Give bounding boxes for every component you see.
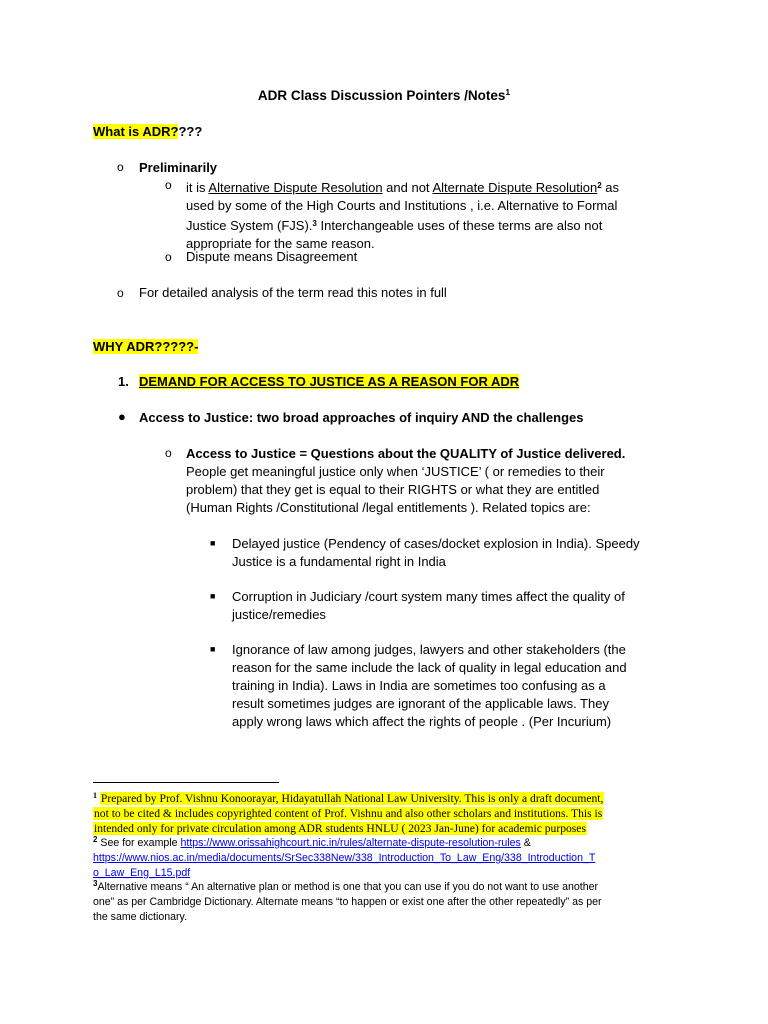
sub-item-dispute-meaning: Dispute means Disagreement	[186, 249, 358, 264]
quality-of-justice-paragraph: Access to Justice = Questions about the QUALITY of Justice delivered. People get meaningful justice only when ‘JUSTICE’ ( or remedies to their problem) that they get is equal to their RIGHTS or what they are entitled (Human Rights /Constitutional /legal entitlements ). Related topics are:	[186, 446, 626, 515]
square-bullet-icon: ■	[210, 644, 216, 654]
sub-item-alternative-dispute-resolution: it is Alternative Dispute Resolution and not Alternate Dispute Resolution$^2$ as used by some of the High Courts and Institutions , i.e. Alternative to Formal Justice System (FJS).$^3$ Interchangeable uses of these terms are also not appropriate for the same reason.	[186, 180, 620, 251]
item-detailed-analysis: For detailed analysis of the term read this notes in full	[139, 285, 447, 300]
nios-link-continued[interactable]: o_Law_Eng_L15.pdf	[93, 867, 191, 879]
access-to-justice-item: Access to Justice: two broad approaches of inquiry AND the challenges	[139, 410, 584, 425]
footnote-1: $^1$ Prepared by Prof. Vishnu Konoorayar, Hidayatullah National Law University. This is only a draft document, not to be cited & includes copyrighted content of Prof. Vishnu and also other scholars and institutions. This is intended only for private circulation among ADR students HNLU ( 2023 Jan-June) for academic purposes	[93, 791, 604, 835]
demand-heading: DEMAND FOR ACCESS TO JUSTICE AS A REASON FOR ADR	[139, 374, 520, 389]
list-number: 1.	[118, 374, 129, 389]
circle-bullet-icon: o	[117, 160, 124, 174]
item-preliminarily: Preliminarily	[139, 160, 218, 175]
orissa-high-court-link[interactable]: https://www.orissahighcourt.nic.in/rules/alternate-dispute-resolution-rules	[180, 837, 521, 849]
footnote-ref[interactable]: 2	[597, 181, 602, 190]
square-bullet-icon: ■	[210, 591, 216, 601]
delayed-justice-item: Delayed justice (Pendency of cases/docket explosion in India). Speedy Justice is a fundamental right in India	[232, 536, 640, 569]
nios-link[interactable]: https://www.nios.ac.in/media/documents/SrSec338New/338_Introduction_To_Law_Eng/338_Introduction_T	[93, 852, 596, 864]
section-heading-what-is-adr: What is ADR????	[93, 124, 203, 139]
footnote-3: $^3$Alternative means “ An alternative plan or method is one that you can use if you do not want to use another one” as per Cambridge Dictionary. Alternate means “to happen or exist one after the other repeatedly” as per the same dictionary.	[93, 879, 602, 923]
ignorance-of-law-item: Ignorance of law among judges, lawyers and other stakeholders (the reason for the same include the lack of quality in legal education and training in India). Laws in India are sometimes too confusing as a result sometimes judges are ignorant of the applicable laws. They apply wrong laws which affect the rights of people . (Per Incurium)	[232, 642, 627, 729]
circle-bullet-icon: o	[165, 250, 172, 264]
circle-bullet-icon: o	[165, 178, 172, 192]
corruption-item: Corruption in Judiciary /court system many times affect the quality of justice/remedies	[232, 589, 625, 622]
square-bullet-icon: ■	[210, 538, 216, 548]
section-heading-why-adr: WHY ADR?????-	[93, 339, 199, 354]
footnote-ref[interactable]: 1	[505, 87, 511, 97]
bullet-icon: ●	[118, 409, 126, 424]
page-title: ADR Class Discussion Pointers /Notes$^1$	[257, 87, 511, 103]
footnote-separator	[93, 782, 279, 783]
circle-bullet-icon: o	[165, 446, 172, 460]
circle-bullet-icon: o	[117, 286, 124, 300]
footnote-2: $^2$ See for example https://www.orissahighcourt.nic.in/rules/alternate-dispute-resolution-rules & https://www.nios.ac.in/media/documents/SrSec338New/338_Introduction_To_Law_Eng/338_Introduction_T o_Law_Eng_L15.pdf	[93, 835, 596, 879]
footnote-ref[interactable]: 3	[312, 219, 317, 228]
